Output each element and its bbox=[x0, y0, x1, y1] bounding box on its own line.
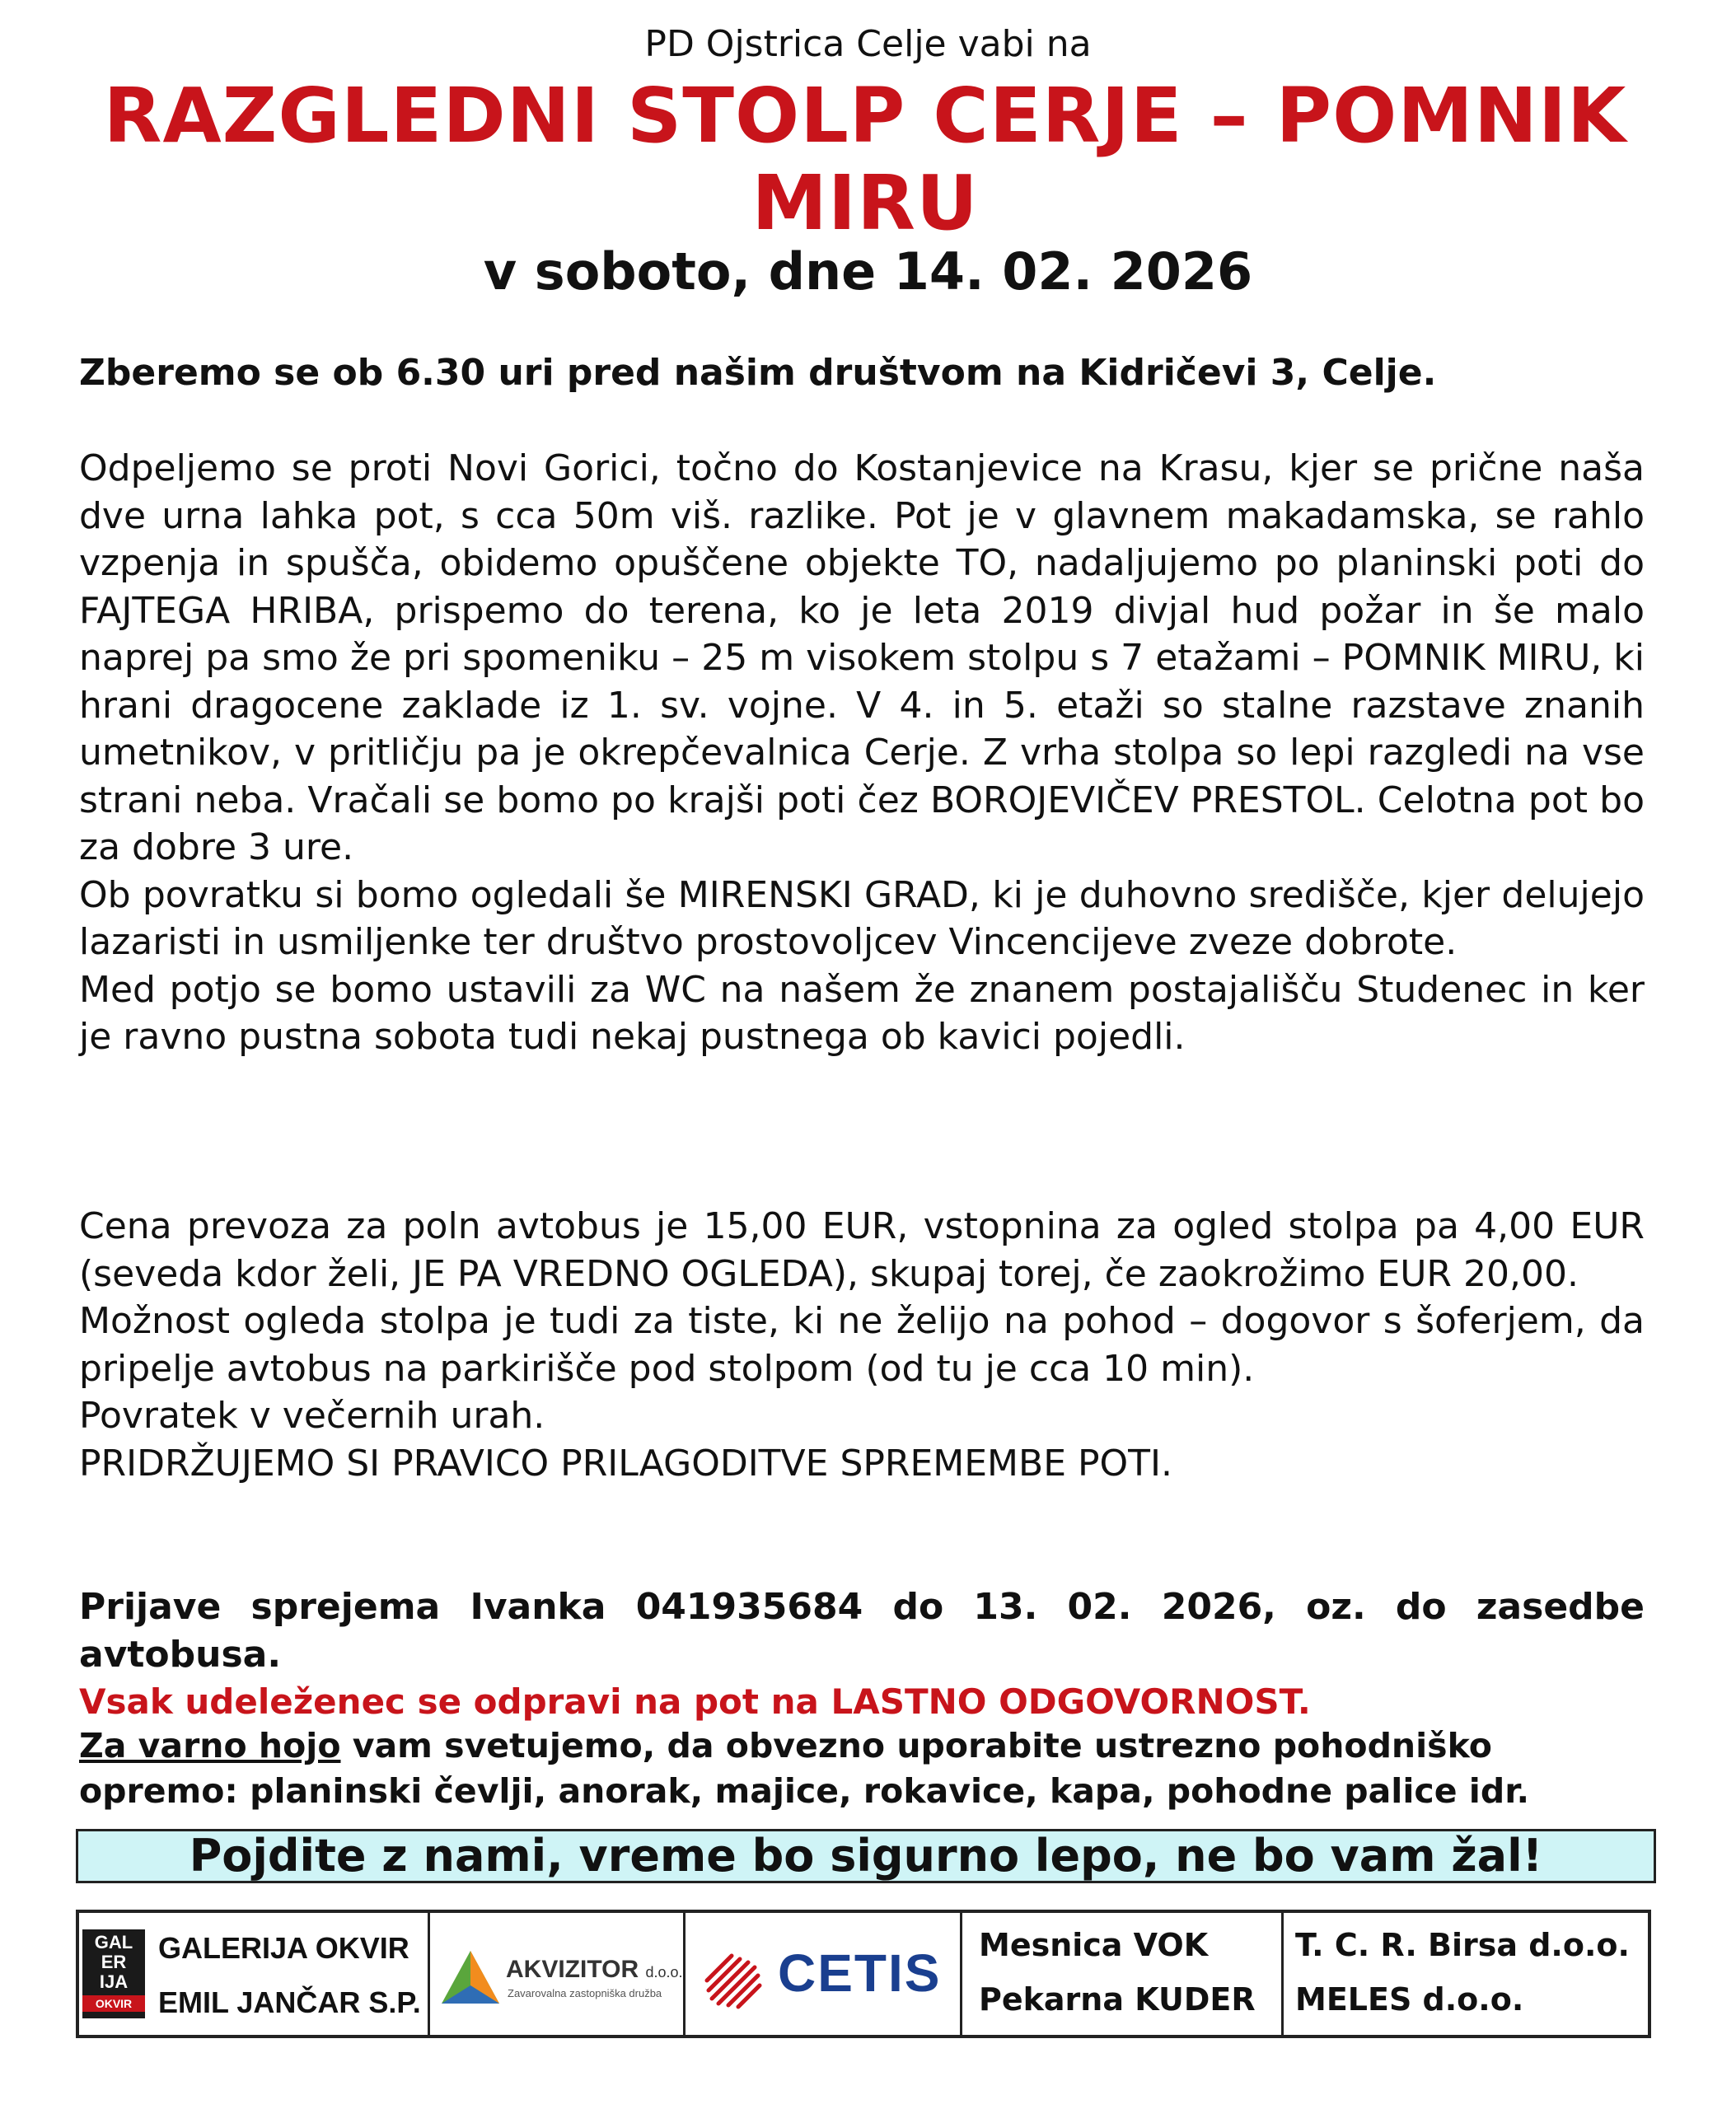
mesnica-vok: Mesnica VOK bbox=[979, 1927, 1209, 1963]
route-change-notice: PRIDRŽUJEMO SI PRAVICO PRILAGODITVE SPREMEMBE POTI. bbox=[79, 1442, 1172, 1485]
equipment-advice bbox=[79, 1723, 1645, 1814]
route-paragraph-3: Med potjo se bomo ustavili za WC na našem že znanem postajališču Studenec in ker je ravno pustna sobota tudi nekaj pustnega ob kavici pojedli. bbox=[79, 968, 1645, 1058]
equipment-advice-lead: Za varno hojo bbox=[79, 1726, 341, 1765]
galerija-okvir-logo: GAL ER IJA OKVIR bbox=[82, 1929, 145, 2018]
meeting-point: Zberemo se ob 6.30 uri pred našim društvom na Kidričevi 3, Celje. bbox=[79, 352, 1437, 394]
sponsor-galerija-okvir bbox=[79, 1913, 430, 2035]
pekarna-kuder: Pekarna KUDER bbox=[979, 1981, 1256, 2018]
route-paragraph-2: Ob povratku si bomo ogledali še MIRENSKI GRAD, ki je duhovno središče, kjer delujejo lazaristi in usmiljenke ter društvo prostovoljcev Vincencijeve zveze dobrote. bbox=[79, 873, 1645, 963]
meles: MELES d.o.o. bbox=[1295, 1981, 1524, 2018]
sponsor-akvizitor bbox=[430, 1913, 686, 2035]
cetis-wordmark: CETIS bbox=[778, 1943, 942, 2003]
event-date: v soboto, dne 14. 02. 2026 bbox=[483, 241, 1253, 302]
akvizitor-name: AKVIZITOR bbox=[506, 1956, 639, 1983]
price-info bbox=[79, 1203, 1645, 1487]
akvizitor-tagline: Zavarovalna zastopniška družba bbox=[508, 1987, 662, 1999]
responsibility-warning: Vsak udeleženec se odpravi na pot na LASTNO ODGOVORNOST. bbox=[79, 1681, 1311, 1722]
route-description bbox=[79, 445, 1645, 1061]
price-paragraph-2: Možnost ogleda stolpa je tudi za tiste, ki ne želijo na pohod – dogovor s šoferjem, da pripelje avtobus na parkirišče pod stolpom (od tu je cca 10 min). bbox=[79, 1300, 1645, 1390]
sponsor-cetis bbox=[686, 1913, 962, 2035]
event-title bbox=[82, 72, 1648, 247]
intro-line: PD Ojstrica Celje vabi na bbox=[644, 23, 1092, 65]
equipment-advice-rest: vam svetujemo, da obvezno uporabite ustrezno pohodniško opremo: planinski čevlji, anorak, majice, rokavice, kapa, pohodne palice idr. bbox=[79, 1726, 1530, 1811]
sponsor-birsa-meles bbox=[1284, 1913, 1648, 2035]
akvizitor-logo-icon bbox=[440, 1949, 501, 2007]
route-paragraph-1: Odpeljemo se proti Novi Gorici, točno do Kostanjevice na Krasu, kjer se prične naša dve urna lahka pot, s cca 50m viš. razlike. Pot je v glavnem makadamska, se rahlo vzpenja in spušča, obidemo opuščene objekte TO, nadaljujemo po planinski poti do FAJTEGA HRIBA, prispemo do terena, ko je leta 2019 divjal hud požar in še malo naprej pa smo že pri spomeniku – 25 m visokem stolpu s 7 etažami – POMNIK MIRU, ki hrani dragocene zaklade iz 1. sv. vojne. V 4. in 5. etaži so stalne razstave znanih umetnikov, v pritličju pa je okrepčevalnica Cerje. Z vrha stolpa so lepi razgledi na vse strani neba. Vračali se bomo po krajši poti čez BOROJEVIČEV PRESTOL. Celotna pot bo za dobre 3 ure. bbox=[79, 447, 1645, 868]
signup-info: Prijave sprejema Ivanka 041935684 do 13. 02. 2026, oz. do zasedbe avtobusa. bbox=[79, 1586, 1645, 1676]
sponsor-vok-kuder bbox=[962, 1913, 1284, 2035]
event-title-line1: RAZGLEDNI STOLP CERJE – POMNIK bbox=[103, 72, 1627, 160]
closing-banner: Pojdite z nami, vreme bo sigurno lepo, ne bo vam žal! bbox=[76, 1829, 1656, 1883]
akvizitor-suffix: d.o.o. bbox=[645, 1964, 683, 1980]
tcr-birsa: T. C. R. Birsa d.o.o. bbox=[1295, 1927, 1630, 1963]
sponsors-strip bbox=[76, 1910, 1651, 2038]
price-paragraph-1: Cena prevoza za poln avtobus je 15,00 EUR, vstopnina za ogled stolpa pa 4,00 EUR (seveda kdor želi, JE PA VREDNO OGLEDA), skupaj torej, če zaokrožimo EUR 20,00. bbox=[79, 1205, 1645, 1295]
galerija-okvir-line2: EMIL JANČAR S.P. bbox=[158, 1985, 421, 2019]
cetis-logo-icon bbox=[700, 1938, 774, 2012]
event-title-line2: MIRU bbox=[751, 159, 979, 247]
galerija-okvir-line1: GALERIJA OKVIR bbox=[158, 1931, 409, 1965]
return-time: Povratek v večernih urah. bbox=[79, 1395, 545, 1437]
